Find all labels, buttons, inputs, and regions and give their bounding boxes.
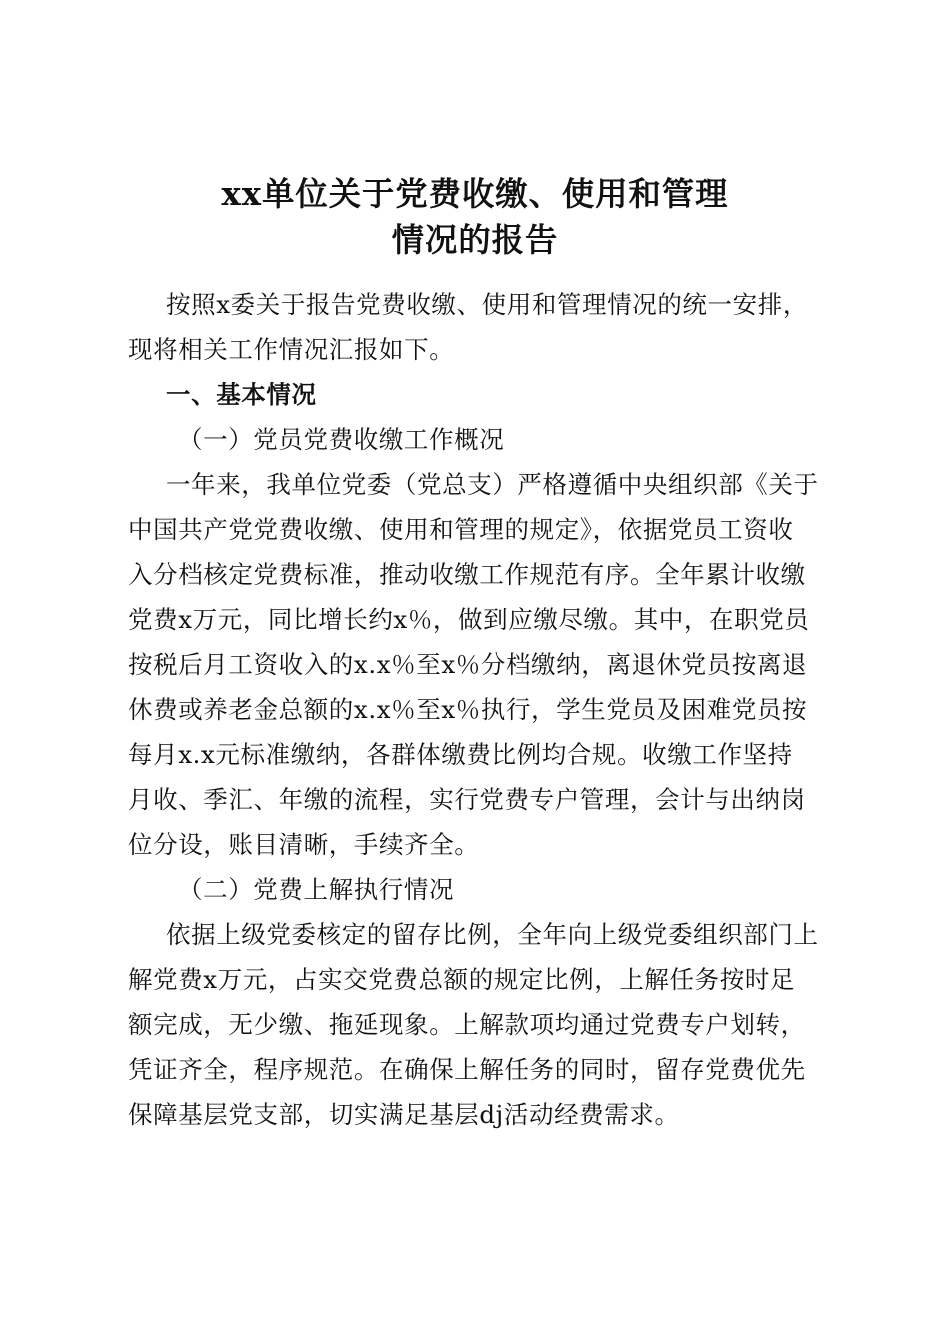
paragraph-line: 中国共产党党费收缴、使用和管理的规定》，依据党员工资收 <box>128 515 794 544</box>
paragraph-line: 每月x.x元标准缴纳，各群体缴费比例均合规。收缴工作坚持 <box>128 740 793 769</box>
paragraph-line: 额完成，无少缴、拖延现象。上解款项均通过党费专户划转， <box>128 1010 806 1039</box>
section-heading: 一、基本情况 <box>166 380 317 409</box>
paragraph-line: 月收、季汇、年缴的流程，实行党费专户管理，会计与出纳岗 <box>128 785 806 814</box>
paragraph-line: 休费或养老金总额的x.x％至x％执行，学生党员及困难党员按 <box>128 695 808 724</box>
paragraph-intro-line: 现将相关工作情况汇报如下。 <box>128 335 455 364</box>
paragraph-line: 党费x万元，同比增长约x％，做到应缴尽缴。其中，在职党员 <box>128 605 810 634</box>
document-title-line-1: xx单位关于党费收缴、使用和管理 <box>221 175 729 213</box>
paragraph-line: 保障基层党支部，切实满足基层dj活动经费需求。 <box>128 1100 680 1129</box>
paragraph-line: 依据上级党委核定的留存比例，全年向上级党委组织部门上 <box>166 920 819 949</box>
paragraph-line: 入分档核定党费标准，推动收缴工作规范有序。全年累计收缴 <box>128 560 806 589</box>
document-title-line-2: 情况的报告 <box>391 221 559 259</box>
paragraph-line: 解党费x万元，占实交党费总额的规定比例，上解任务按时足 <box>128 965 796 994</box>
subsection-heading: （一）党员党费收缴工作概况 <box>178 425 505 454</box>
subsection-heading: （二）党费上解执行情况 <box>178 875 455 904</box>
paragraph-line: 一年来，我单位党委（党总支）严格遵循中央组织部《关于 <box>166 470 819 499</box>
paragraph-line: 凭证齐全，程序规范。在确保上解任务的同时，留存党费优先 <box>128 1055 806 1084</box>
paragraph-line: 位分设，账目清晰，手续齐全。 <box>128 830 480 859</box>
paragraph-line: 按税后月工资收入的x.x％至x％分档缴纳，离退休党员按离退 <box>128 650 808 679</box>
paragraph-intro-line: 按照x委关于报告党费收缴、使用和管理情况的统一安排， <box>166 290 808 319</box>
